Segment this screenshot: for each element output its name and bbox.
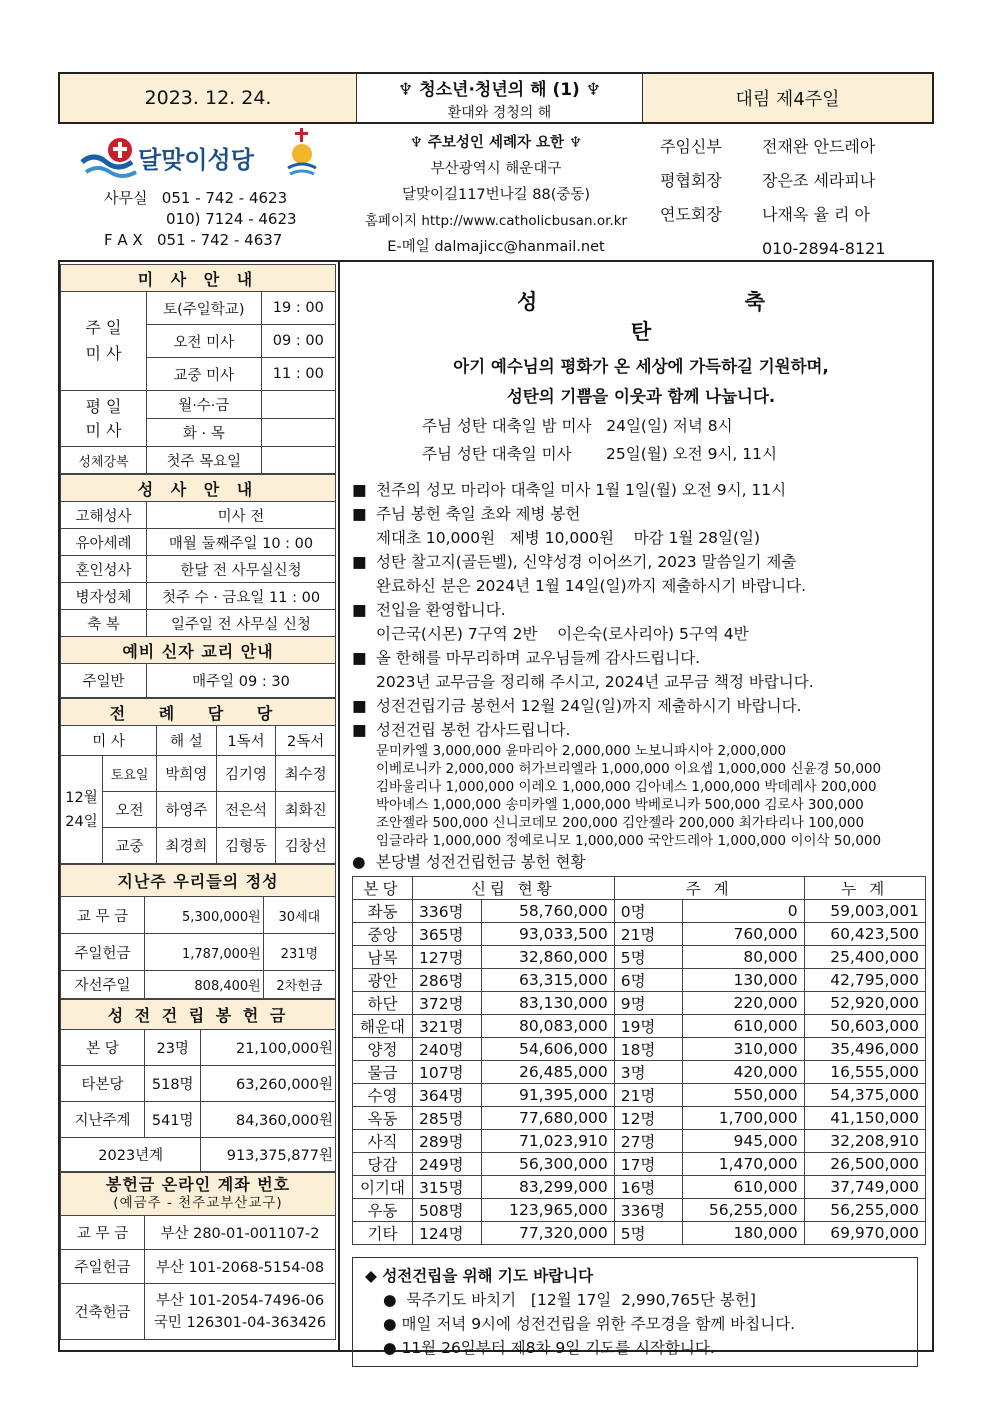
table-row: 광안 286명 63,315,000 6명 130,000 42,795,000 (353, 969, 926, 992)
offering-table: 지난주 우리들의 정성 교 무 금 5,300,000원 30세대 주일헌금 1,787,000원 231명 자선주일 808,400원 2차헌금 (60, 864, 336, 999)
patron-saint: ♆ 주보성인 세례자 요한 ♆ (409, 135, 583, 151)
sacrament-table: 성 사 안 내 고해성사 미사 전 유아세례 매월 둘째주일 10 : 00 혼인성사 한달 전 사무실신청 병자성체 첫주 수 · 금요일 11 : 00 축 복 일주일 전 사무실 신청 예비 신자 교리 안내 주일반 매주일 09 : 30 (60, 474, 336, 698)
liturgy-table: 전 례 담 당 미 사 해 설 1독서 2독서 12월 24일 토요일 박희영 김기영 최수정 오전 하영주 전은석 최화진 교중 최경희 김형동 김창선 (60, 698, 336, 864)
theme-subtitle: 환대와 경청의 해 (447, 104, 552, 121)
table-row: 물금 107명 26,485,000 3명 420,000 16,555,000 (353, 1061, 926, 1084)
table-row: 하단 372명 83,130,000 9명 220,000 52,920,000 (353, 992, 926, 1015)
prayer-item: ● 11월 26일부터 제8차 9일 기도를 시작합니다. (383, 1339, 715, 1357)
offering-title: 지난주 우리들의 정성 (61, 865, 336, 897)
accounts-title: 봉헌금 온라인 계좌 번호 (예금주 - 천주교부산교구) (61, 1173, 336, 1216)
status-heading: ● 본당별 성전건립헌금 봉헌 현황 (352, 853, 586, 871)
sunday-mass-label: 주 일 미 사 (61, 292, 147, 391)
building-title: 성 전 건 립 봉 헌 금 (61, 1000, 336, 1030)
staff-row: 주임신부 전재완 안드레아 (660, 137, 876, 156)
table-row: 수영 364명 91,395,000 21명 550,000 54,375,000 (353, 1084, 926, 1107)
sacrament-title: 성 사 안 내 (61, 475, 336, 502)
staff-row: 연도회장 나재옥 율 리 아 (660, 205, 870, 224)
table-row: 우동 508명 123,965,000 336명 56,255,000 56,255,000 (353, 1199, 926, 1222)
column-divider (338, 262, 340, 1352)
table-row: 이기대 315명 83,299,000 16명 610,000 37,749,000 (353, 1176, 926, 1199)
prayer-box: ◆ 성전건립을 위해 기도 바랍니다 ● 묵주기도 바치기 [12월 17일 2,990,765단 봉헌] ● 매일 저녁 9시에 성전건립을 위한 주모경을 함께 바칩니다. ● 11월 26일부터 제8차 9일 기도를 시작합니다. (352, 1257, 918, 1367)
staff-list (660, 130, 920, 266)
church-logo (80, 130, 320, 182)
fax-number: 051 - 742 - 4637 (157, 231, 283, 249)
bulletin-date: 2023. 12. 24. (60, 74, 357, 122)
year-theme (357, 74, 643, 122)
table-row: 좌동 336명 58,760,000 0명 0 59,003,001 (353, 900, 926, 923)
liturgical-week: 대림 제4주일 (735, 89, 840, 110)
table-row: 기타 124명 77,320,000 5명 180,000 69,970,000 (353, 1222, 926, 1245)
staff-phone: 010-2894-8121 (762, 239, 886, 258)
parish-city: 부산광역시 해운대구 (430, 161, 562, 177)
fax-label: F A X (104, 231, 143, 249)
notice-item: ■ 전입을 환영합니다. 이근국(시몬) 7구역 2반 이은숙(로사리아) 5구역 4반 (352, 601, 749, 643)
table-row: 당감 249명 56,300,000 17명 1,470,000 26,500,000 (353, 1153, 926, 1176)
prayer-item: ● 매일 저녁 9시에 성전건립을 위한 주모경을 함께 바칩니다. (383, 1315, 796, 1333)
notice-item: ■ 성탄 찰고지(골든벨), 신약성경 이어쓰기, 2023 말씀일기 제출 완료하신 분은 2024년 1월 14일(일)까지 제출하시기 바랍니다. (352, 553, 807, 595)
catechism-title: 예비 신자 교리 안내 (61, 637, 336, 664)
notice-list (352, 478, 930, 874)
office-label: 사무실 (104, 189, 148, 207)
prayer-item: ● 묵주기도 바치기 [12월 17일 2,990,765단 봉헌] (383, 1291, 756, 1309)
christmas-title: 성 축 탄 (517, 290, 865, 344)
church-name: 달맞이성당 (138, 146, 254, 174)
church-contact (104, 188, 297, 251)
donor-list: 문미카엘 3,000,000 윤마리아 2,000,000 노보니파시아 2,000,000 이베로니카 2,000,000 허가브리엘라 1,000,000 이요셉 1,000,000 신윤경 50,000 김바울리나 1,000,000 이레오 1,000,000 김아녜스 1,000,000 박데레사 200,000 박아녜스 1,000,000 송미카엘 1,000,000 박베로니카 500,000 김로사 300,000 조안젤라 500,000 신니코데모 200,000 김안젤라 200,000 최가타리나 100,000 임글라라 1,000,000 정예로니모 1,000,000 국안드레아 1,000,000 이이삭 50,000 (376, 743, 882, 849)
moon-emblem-icon (284, 128, 320, 178)
table-row: 남목 127명 32,860,000 5명 80,000 25,400,000 (353, 946, 926, 969)
table-row: 해운대 321명 80,083,000 19명 610,000 50,603,000 (353, 1015, 926, 1038)
table-row: 옥동 285명 77,680,000 12명 1,700,000 41,150,000 (353, 1107, 926, 1130)
notice-item: ■ 주님 봉헌 축일 초와 제병 봉헌 제대초 10,000원 제병 10,000원 마감 1월 28일(일) (352, 505, 761, 547)
right-column (352, 264, 930, 1367)
homepage-link[interactable]: 홈페이지 http://www.catholicbusan.or.kr (364, 213, 628, 229)
wave-cross-icon (80, 132, 138, 180)
left-column (60, 264, 336, 1340)
header-bar (58, 72, 934, 124)
mobile-phone: 010) 7124 - 4623 (166, 210, 297, 228)
christmas-greeting: 성 축 탄 아기 예수님의 평화가 온 세상에 가득하길 기원하며, 성탄의 기쁨을 이웃과 함께 나눕니다. 주님 성탄 대축일 밤 미사 24일(일) 저녁 8시 주님 성탄 대축일 미사 25일(월) 오전 9시, 11시 (352, 286, 930, 468)
mass-table: 미 사 안 내 주 일 미 사 토(주일학교) 19 : 00 오전 미사 09 : 00 교중 미사 11 : 00 평 일 미 사 월·수·금 화 · 목 성체강복 첫주 목요일 (60, 264, 336, 474)
thanks-item: ■ 성전건립 봉헌 감사드립니다. 문미카엘 3,000,000 윤마리아 2,000,000 노보니파시아 2,000,000 이베로니카 2,000,000 허가브리엘라 1,000,000 이요셉 1,000,000 신윤경 50,000 김바울리나 1,000,000 이레오 1,000,000 김아녜스 1,000,000 박데레사 200,000 박아녜스 1,000,000 송미카엘 1,000,000 박베로니카 500,000 김로사 300,000 조안젤라 500,000 신니코데모 200,000 김안젤라 200,000 최가타리나 100,000 임글라라 1,000,000 정예로니모 1,000,000 국안드레아 1,000,000 이이삭 50,000 (352, 721, 882, 849)
notice-item: ■ 천주의 성모 마리아 대축일 미사 1월 1일(월) 오전 9시, 11시 (352, 481, 787, 499)
liturgy-title: 전 례 담 당 (61, 699, 336, 726)
mass-title: 미 사 안 내 (61, 265, 336, 292)
staff-row: 평협회장 장은조 세라피나 (660, 171, 876, 190)
notice-item: ■ 올 한해를 마무리하며 교우님들께 감사드립니다. 2023년 교무금을 정리해 주시고, 2024년 교무금 책정 바랍니다. (352, 649, 814, 691)
building-table: 성 전 건 립 봉 헌 금 본 당 23명 21,100,000원 타본당 518명 63,260,000원 지난주계 541명 84,360,000원 2023년계 913,375,877원 (60, 999, 336, 1172)
theme-title: ♆ 청소년·청년의 해 (1) ♆ (398, 79, 601, 100)
weekday-mass-label: 평 일 미 사 (61, 391, 147, 447)
table-header: 본당 신립 현황 주 계 누 계 (353, 877, 926, 900)
table-row: 양정 240명 54,606,000 18명 310,000 35,496,000 (353, 1038, 926, 1061)
table-row: 중앙 365명 93,033,500 21명 760,000 60,423,500 (353, 923, 926, 946)
parish-info (356, 130, 636, 260)
parish-address: 달맞이길117번나길 88(중동) (401, 187, 591, 203)
building-status-table (352, 876, 926, 1245)
email-link[interactable]: E-메일 dalmajicc@hanmail.net (387, 239, 605, 255)
office-phone: 051 - 742 - 4623 (161, 189, 288, 207)
accounts-table: 봉헌금 온라인 계좌 번호 (예금주 - 천주교부산교구) 교 무 금 부산 280-01-001107-2 주일헌금 부산 101-2068-5154-08 건축헌금 부산 101-2054-7496-06 국민 126301-04-363426 (60, 1172, 336, 1340)
notice-item: ■ 성전건립기금 봉헌서 12월 24일(일)까지 제출하시기 바랍니다. (352, 697, 802, 715)
table-row: 사직 289명 71,023,910 27명 945,000 32,208,910 (353, 1130, 926, 1153)
